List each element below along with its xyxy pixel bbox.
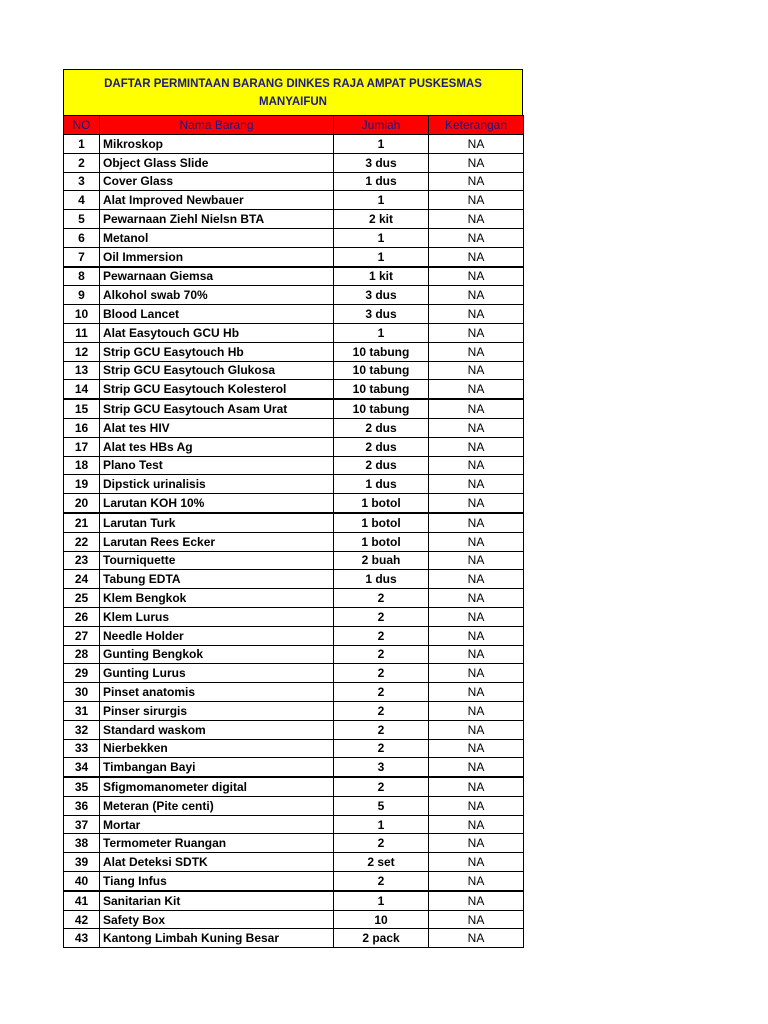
item-name: Alat Easytouch GCU Hb [100, 323, 334, 342]
item-note: NA [429, 361, 524, 380]
table-row [64, 247, 524, 266]
item-name: Alat Improved Newbauer [100, 191, 334, 210]
table-row [64, 815, 524, 834]
item-quantity: 2 [334, 777, 429, 796]
item-note: NA [429, 607, 524, 626]
row-number: 18 [64, 456, 100, 475]
row-number: 23 [64, 551, 100, 570]
item-note: NA [429, 342, 524, 361]
row-number: 38 [64, 834, 100, 853]
row-number: 27 [64, 626, 100, 645]
table-row [64, 910, 524, 929]
item-quantity: 1 [334, 228, 429, 247]
table-row [64, 456, 524, 475]
item-quantity: 10 [334, 910, 429, 929]
item-name: Plano Test [100, 456, 334, 475]
item-note: NA [429, 305, 524, 324]
item-note: NA [429, 701, 524, 720]
item-quantity: 1 botol [334, 513, 429, 532]
table-row [64, 758, 524, 777]
item-note: NA [429, 532, 524, 551]
row-number: 11 [64, 323, 100, 342]
item-quantity: 2 dus [334, 456, 429, 475]
table-row [64, 683, 524, 702]
table-row [64, 645, 524, 664]
table-row [64, 589, 524, 608]
item-name: Strip GCU Easytouch Hb [100, 342, 334, 361]
table-row [64, 626, 524, 645]
table-row [64, 777, 524, 796]
item-name: Klem Lurus [100, 607, 334, 626]
item-quantity: 3 dus [334, 153, 429, 172]
item-note: NA [429, 323, 524, 342]
item-quantity: 1 dus [334, 570, 429, 589]
table-row [64, 135, 524, 154]
row-number: 4 [64, 191, 100, 210]
item-quantity: 2 pack [334, 929, 429, 948]
row-number: 21 [64, 513, 100, 532]
table-row [64, 739, 524, 758]
item-quantity: 2 [334, 739, 429, 758]
row-number: 35 [64, 777, 100, 796]
item-note: NA [429, 286, 524, 305]
item-name: Oil Immersion [100, 247, 334, 266]
item-note: NA [429, 891, 524, 910]
header-jumlah: Jumlah [334, 116, 429, 135]
item-quantity: 1 [334, 815, 429, 834]
item-quantity: 1 [334, 323, 429, 342]
item-quantity: 10 tabung [334, 361, 429, 380]
item-name: Pinset anatomis [100, 683, 334, 702]
item-quantity: 3 dus [334, 286, 429, 305]
table-row [64, 380, 524, 399]
row-number: 29 [64, 664, 100, 683]
header-no: NO [64, 116, 100, 135]
item-name: Sfigmomanometer digital [100, 777, 334, 796]
row-number: 15 [64, 399, 100, 418]
item-quantity: 2 [334, 683, 429, 702]
row-number: 32 [64, 720, 100, 739]
item-name: Meteran (Pite centi) [100, 796, 334, 815]
row-number: 26 [64, 607, 100, 626]
table-row [64, 437, 524, 456]
row-number: 28 [64, 645, 100, 664]
request-sheet [63, 69, 523, 948]
table-row [64, 323, 524, 342]
row-number: 31 [64, 701, 100, 720]
row-number: 17 [64, 437, 100, 456]
row-number: 8 [64, 267, 100, 286]
item-name: Alat Deteksi SDTK [100, 853, 334, 872]
row-number: 24 [64, 570, 100, 589]
item-note: NA [429, 683, 524, 702]
item-note: NA [429, 645, 524, 664]
item-name: Tiang Infus [100, 872, 334, 891]
item-name: Standard waskom [100, 720, 334, 739]
item-quantity: 1 botol [334, 494, 429, 513]
table-row [64, 305, 524, 324]
table-row [64, 286, 524, 305]
item-name: Timbangan Bayi [100, 758, 334, 777]
item-quantity: 1 dus [334, 475, 429, 494]
item-name: Kantong Limbah Kuning Besar [100, 929, 334, 948]
item-name: Alat tes HBs Ag [100, 437, 334, 456]
item-name: Tourniquette [100, 551, 334, 570]
item-note: NA [429, 551, 524, 570]
item-note: NA [429, 626, 524, 645]
title-line-2: MANYAIFUN [259, 95, 327, 108]
item-note: NA [429, 172, 524, 191]
table-row [64, 532, 524, 551]
row-number: 14 [64, 380, 100, 399]
row-number: 34 [64, 758, 100, 777]
item-note: NA [429, 589, 524, 608]
item-name: Metanol [100, 228, 334, 247]
item-note: NA [429, 418, 524, 437]
item-note: NA [429, 513, 524, 532]
row-number: 20 [64, 494, 100, 513]
row-number: 2 [64, 153, 100, 172]
item-name: Strip GCU Easytouch Asam Urat [100, 399, 334, 418]
item-quantity: 2 kit [334, 210, 429, 229]
document-title [63, 69, 523, 115]
item-note: NA [429, 664, 524, 683]
item-quantity: 1 kit [334, 267, 429, 286]
item-note: NA [429, 153, 524, 172]
item-note: NA [429, 380, 524, 399]
item-note: NA [429, 929, 524, 948]
row-number: 12 [64, 342, 100, 361]
item-name: Gunting Bengkok [100, 645, 334, 664]
table-row [64, 513, 524, 532]
row-number: 10 [64, 305, 100, 324]
item-name: Pinser sirurgis [100, 701, 334, 720]
table-row [64, 701, 524, 720]
table-row [64, 853, 524, 872]
row-number: 3 [64, 172, 100, 191]
row-number: 43 [64, 929, 100, 948]
item-name: Sanitarian Kit [100, 891, 334, 910]
row-number: 41 [64, 891, 100, 910]
item-quantity: 2 dus [334, 418, 429, 437]
table-row [64, 551, 524, 570]
item-name: Mortar [100, 815, 334, 834]
item-name: Needle Holder [100, 626, 334, 645]
item-note: NA [429, 475, 524, 494]
item-quantity: 1 [334, 135, 429, 154]
table-row [64, 494, 524, 513]
table-row [64, 872, 524, 891]
table-row [64, 342, 524, 361]
item-note: NA [429, 777, 524, 796]
row-number: 37 [64, 815, 100, 834]
item-name: Nierbekken [100, 739, 334, 758]
row-number: 36 [64, 796, 100, 815]
item-name: Gunting Lurus [100, 664, 334, 683]
item-quantity: 2 [334, 607, 429, 626]
item-quantity: 10 tabung [334, 380, 429, 399]
item-name: Mikroskop [100, 135, 334, 154]
table-row [64, 664, 524, 683]
item-note: NA [429, 456, 524, 475]
item-note: NA [429, 720, 524, 739]
item-quantity: 2 buah [334, 551, 429, 570]
item-name: Object Glass Slide [100, 153, 334, 172]
title-line-1: DAFTAR PERMINTAAN BARANG DINKES RAJA AMPAT PUSKESMAS [104, 77, 482, 90]
item-name: Klem Bengkok [100, 589, 334, 608]
table-row [64, 361, 524, 380]
header-keterangan: Keterangan [429, 116, 524, 135]
row-number: 40 [64, 872, 100, 891]
row-number: 7 [64, 247, 100, 266]
item-name: Dipstick urinalisis [100, 475, 334, 494]
item-name: Pewarnaan Ziehl Nielsn BTA [100, 210, 334, 229]
table-row [64, 228, 524, 247]
item-quantity: 1 [334, 191, 429, 210]
row-number: 42 [64, 910, 100, 929]
item-name: Termometer Ruangan [100, 834, 334, 853]
row-number: 13 [64, 361, 100, 380]
item-quantity: 2 [334, 645, 429, 664]
item-note: NA [429, 494, 524, 513]
item-name: Strip GCU Easytouch Kolesterol [100, 380, 334, 399]
row-number: 16 [64, 418, 100, 437]
item-quantity: 1 [334, 891, 429, 910]
item-name: Blood Lancet [100, 305, 334, 324]
item-quantity: 10 tabung [334, 399, 429, 418]
table-row [64, 834, 524, 853]
item-note: NA [429, 570, 524, 589]
table-row [64, 929, 524, 948]
item-quantity: 1 botol [334, 532, 429, 551]
row-number: 6 [64, 228, 100, 247]
item-note: NA [429, 135, 524, 154]
item-note: NA [429, 910, 524, 929]
item-quantity: 2 [334, 626, 429, 645]
item-name: Alkohol swab 70% [100, 286, 334, 305]
item-name: Tabung EDTA [100, 570, 334, 589]
row-number: 39 [64, 853, 100, 872]
item-name: Alat tes HIV [100, 418, 334, 437]
item-quantity: 1 [334, 247, 429, 266]
item-quantity: 2 dus [334, 437, 429, 456]
table-row [64, 570, 524, 589]
row-number: 30 [64, 683, 100, 702]
row-number: 9 [64, 286, 100, 305]
table-row [64, 210, 524, 229]
table-row [64, 418, 524, 437]
item-name: Cover Glass [100, 172, 334, 191]
row-number: 5 [64, 210, 100, 229]
table-row [64, 607, 524, 626]
item-note: NA [429, 399, 524, 418]
table-row [64, 720, 524, 739]
row-number: 22 [64, 532, 100, 551]
item-note: NA [429, 210, 524, 229]
row-number: 1 [64, 135, 100, 154]
item-quantity: 2 [334, 834, 429, 853]
item-note: NA [429, 228, 524, 247]
item-name: Safety Box [100, 910, 334, 929]
item-name: Strip GCU Easytouch Glukosa [100, 361, 334, 380]
item-note: NA [429, 758, 524, 777]
table-row [64, 796, 524, 815]
table-row [64, 891, 524, 910]
item-quantity: 3 [334, 758, 429, 777]
row-number: 19 [64, 475, 100, 494]
item-name: Pewarnaan Giemsa [100, 267, 334, 286]
item-quantity: 2 [334, 872, 429, 891]
item-quantity: 2 [334, 664, 429, 683]
header-nama-barang: Nama Barang [100, 116, 334, 135]
item-note: NA [429, 247, 524, 266]
table-row [64, 399, 524, 418]
item-note: NA [429, 815, 524, 834]
item-quantity: 2 [334, 701, 429, 720]
table-row [64, 172, 524, 191]
item-quantity: 1 dus [334, 172, 429, 191]
item-quantity: 2 [334, 720, 429, 739]
item-quantity: 2 [334, 589, 429, 608]
table-body [64, 135, 524, 948]
item-note: NA [429, 739, 524, 758]
item-note: NA [429, 853, 524, 872]
item-name: Larutan Rees Ecker [100, 532, 334, 551]
item-note: NA [429, 834, 524, 853]
item-note: NA [429, 437, 524, 456]
row-number: 33 [64, 739, 100, 758]
item-quantity: 3 dus [334, 305, 429, 324]
header-row [64, 116, 524, 135]
item-note: NA [429, 872, 524, 891]
item-name: Larutan Turk [100, 513, 334, 532]
table-row [64, 475, 524, 494]
table-row [64, 153, 524, 172]
item-name: Larutan KOH 10% [100, 494, 334, 513]
item-note: NA [429, 796, 524, 815]
item-quantity: 2 set [334, 853, 429, 872]
item-quantity: 5 [334, 796, 429, 815]
item-note: NA [429, 267, 524, 286]
row-number: 25 [64, 589, 100, 608]
item-quantity: 10 tabung [334, 342, 429, 361]
table-row [64, 191, 524, 210]
items-table [63, 115, 524, 948]
table-row [64, 267, 524, 286]
item-note: NA [429, 191, 524, 210]
